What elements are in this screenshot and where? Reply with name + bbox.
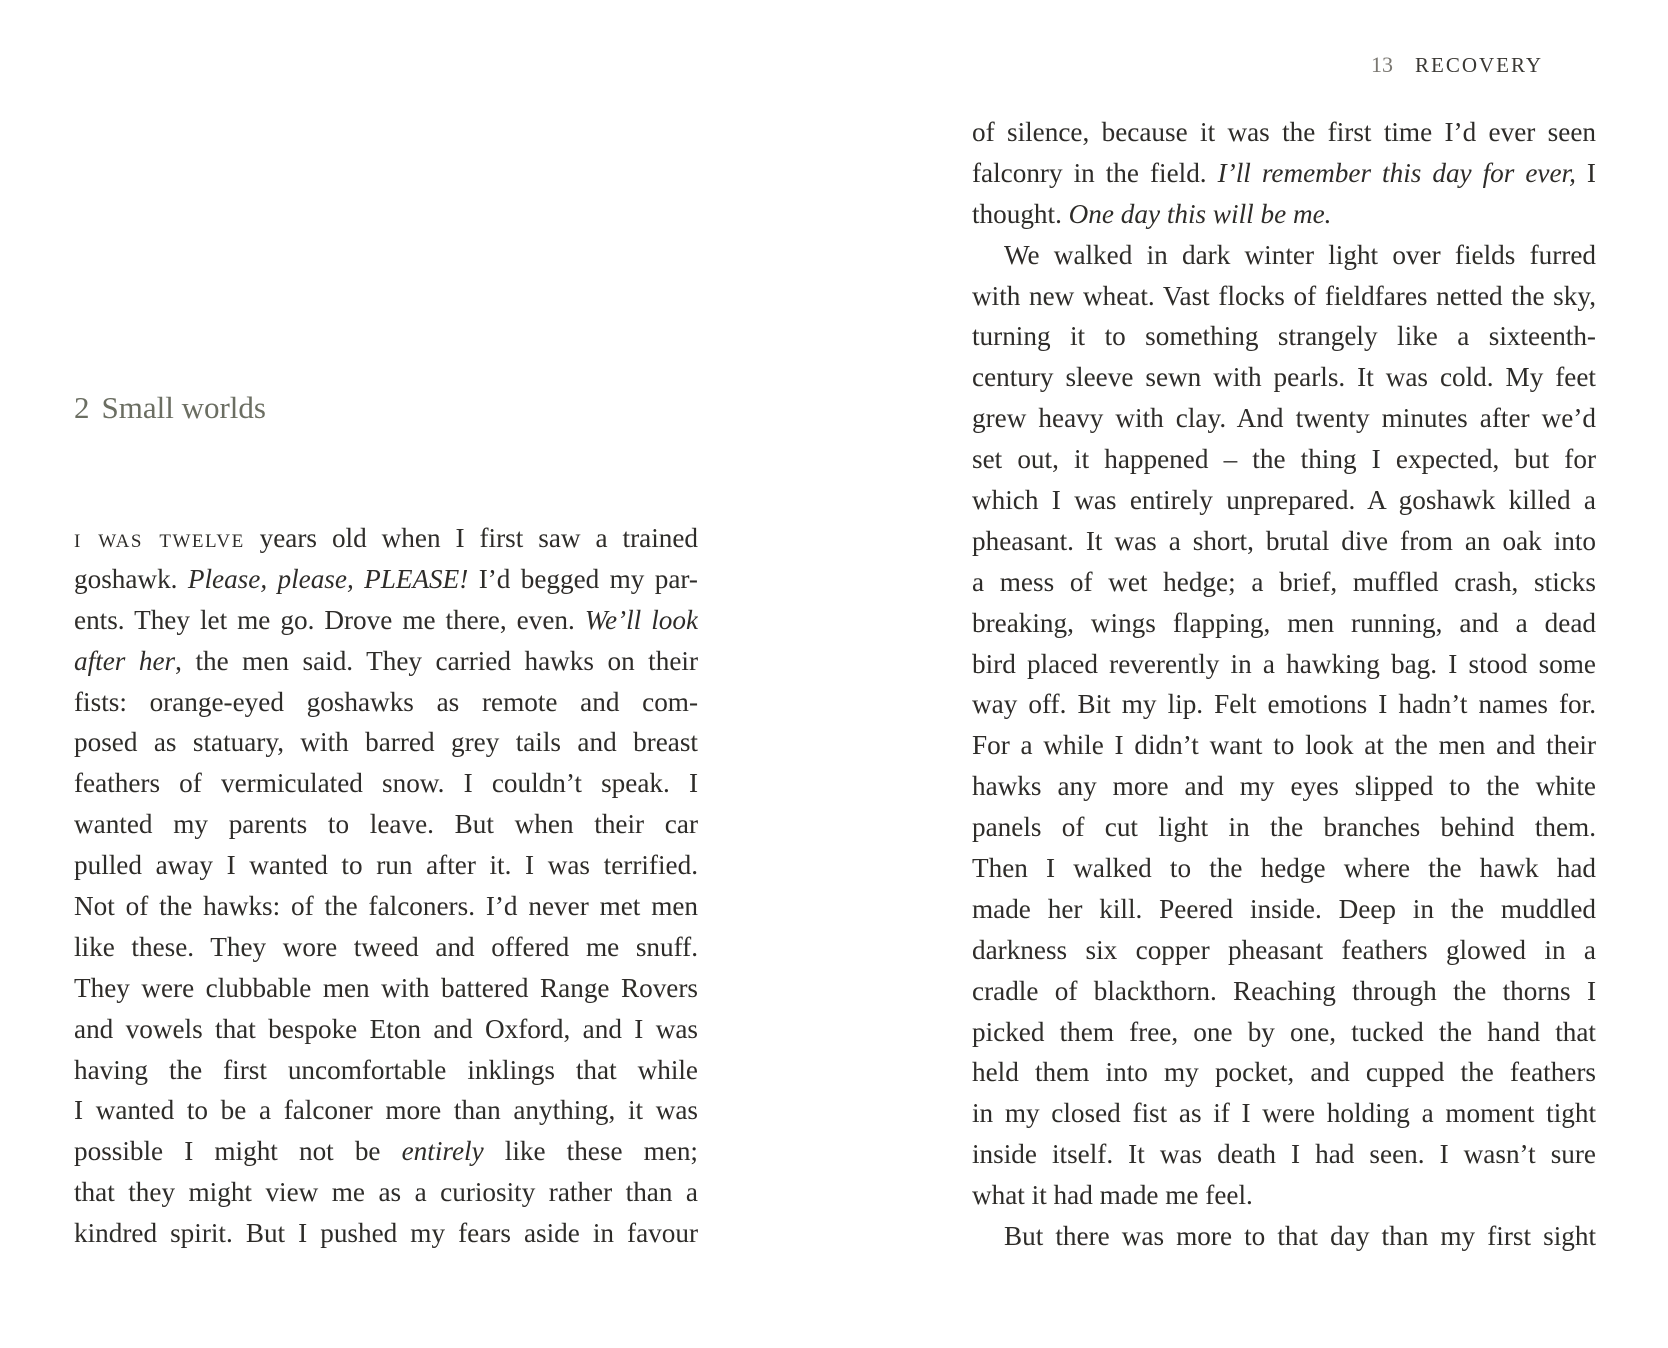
text-line bbox=[74, 641, 698, 682]
text-segment: grew heavy with clay. And twenty minutes after we’d bbox=[972, 403, 1596, 434]
text-segment: hawks any more and my eyes slipped to the white bbox=[972, 771, 1596, 802]
text-segment: thought. bbox=[972, 198, 1069, 229]
text-segment: We walked in dark winter light over fields furred bbox=[1004, 239, 1596, 270]
text-line bbox=[74, 886, 698, 927]
text-line bbox=[972, 807, 1596, 848]
text-line bbox=[972, 480, 1596, 521]
text-line bbox=[972, 316, 1596, 357]
italic-text: One day this will be me. bbox=[1068, 198, 1332, 229]
running-head-title: RECOVERY bbox=[1414, 53, 1543, 77]
text-line bbox=[972, 1175, 1596, 1216]
right-page bbox=[834, 0, 1668, 1348]
text-line bbox=[74, 968, 698, 1009]
text-line bbox=[972, 1052, 1596, 1093]
text-segment: held them into my pocket, and cupped the feathers bbox=[972, 1057, 1596, 1088]
text-line bbox=[972, 112, 1596, 153]
text-line bbox=[972, 644, 1596, 685]
text-line bbox=[74, 804, 698, 845]
text-segment: pulled away I wanted to run after it. I was terrified. bbox=[74, 850, 698, 881]
text-line bbox=[74, 845, 698, 886]
text-line bbox=[972, 357, 1596, 398]
text-segment: bird placed reverently in a hawking bag. I stood some bbox=[972, 648, 1596, 679]
text-segment: darkness six copper pheasant feathers glowed in a bbox=[972, 934, 1596, 965]
text-line bbox=[74, 682, 698, 723]
text-line bbox=[74, 559, 698, 600]
text-segment: set out, it happened – the thing I expected, but for bbox=[972, 444, 1596, 475]
text-line bbox=[972, 276, 1596, 317]
text-segment: picked them free, one by one, tucked the hand that bbox=[972, 1016, 1596, 1047]
text-segment: pheasant. It was a short, brutal dive from an oak into bbox=[972, 525, 1596, 556]
right-body-text bbox=[972, 112, 1596, 1257]
text-line bbox=[972, 1093, 1596, 1134]
text-segment: , the men said. They carried hawks on their bbox=[175, 645, 698, 676]
text-segment: like these. They wore tweed and offered me snuff. bbox=[74, 931, 698, 962]
text-line bbox=[74, 1213, 698, 1254]
text-segment: like these men; bbox=[483, 1136, 698, 1167]
text-line bbox=[972, 766, 1596, 807]
text-segment: ents. They let me go. Drove me there, even. bbox=[74, 604, 585, 635]
text-line bbox=[972, 1012, 1596, 1053]
text-segment: century sleeve sewn with pearls. It was cold. My feet bbox=[972, 362, 1596, 393]
text-segment: in my closed fist as if I were holding a moment tight bbox=[972, 1098, 1596, 1129]
text-segment: falconry in the field. bbox=[972, 157, 1218, 188]
italic-text: Please, please, PLEASE! bbox=[187, 563, 469, 594]
text-segment: They were clubbable men with battered Range Rovers bbox=[74, 972, 698, 1003]
text-segment: Not of the hawks: of the falconers. I’d never met men bbox=[74, 891, 698, 922]
chapter-title: Small worlds bbox=[101, 390, 266, 425]
text-line bbox=[972, 603, 1596, 644]
text-segment: what it had made me feel. bbox=[972, 1180, 1253, 1211]
text-line bbox=[972, 153, 1596, 194]
text-line bbox=[74, 518, 698, 559]
text-line bbox=[972, 684, 1596, 725]
text-segment: breaking, wings flapping, men running, and a dead bbox=[972, 607, 1596, 638]
small-caps-text: i was twelve bbox=[74, 523, 245, 553]
text-segment: which I was entirely unprepared. A goshawk killed a bbox=[972, 485, 1596, 516]
text-segment: I’d begged my par- bbox=[468, 563, 698, 594]
text-line bbox=[74, 722, 698, 763]
text-segment: feathers of vermiculated snow. I couldn’t speak. I bbox=[74, 768, 698, 799]
text-segment: cradle of blackthorn. Reaching through the thorns I bbox=[972, 975, 1596, 1006]
text-segment: years old when I first saw a trained bbox=[244, 523, 698, 553]
text-segment: panels of cut light in the branches behind them. bbox=[972, 812, 1596, 843]
text-line bbox=[74, 600, 698, 641]
text-line bbox=[972, 398, 1596, 439]
text-segment: posed as statuary, with barred grey tails and breast bbox=[74, 727, 698, 758]
italic-text: We’ll look bbox=[584, 604, 698, 635]
text-line bbox=[972, 930, 1596, 971]
text-line bbox=[972, 889, 1596, 930]
italic-text: entirely bbox=[401, 1136, 484, 1167]
text-line bbox=[972, 725, 1596, 766]
text-segment: kindred spirit. But I pushed my fears aside in favour bbox=[74, 1218, 698, 1249]
text-segment: I bbox=[1575, 157, 1596, 188]
text-line bbox=[972, 194, 1596, 235]
text-segment: made her kill. Peered inside. Deep in the muddled bbox=[972, 893, 1596, 924]
text-segment: goshawk. bbox=[74, 563, 188, 594]
italic-text: I’ll remember this day for ever, bbox=[1217, 157, 1576, 188]
page-number: 13 bbox=[1370, 52, 1393, 77]
text-line bbox=[74, 1131, 698, 1172]
left-body-text bbox=[74, 518, 698, 1254]
text-line bbox=[972, 562, 1596, 603]
text-line bbox=[74, 1172, 698, 1213]
text-line bbox=[74, 1050, 698, 1091]
text-line bbox=[972, 971, 1596, 1012]
text-line bbox=[74, 1090, 698, 1131]
text-line bbox=[74, 927, 698, 968]
text-segment: of silence, because it was the first time I’d ever seen bbox=[972, 117, 1596, 147]
chapter-heading bbox=[74, 390, 266, 426]
text-segment: way off. Bit my lip. Felt emotions I hadn’t names for. bbox=[972, 689, 1596, 720]
text-line bbox=[74, 763, 698, 804]
text-segment: inside itself. It was death I had seen. I wasn’t sure bbox=[972, 1139, 1596, 1170]
text-segment: a mess of wet hedge; a brief, muffled crash, sticks bbox=[972, 566, 1596, 597]
text-segment: wanted my parents to leave. But when their car bbox=[74, 809, 698, 840]
text-segment: that they might view me as a curiosity rather than a bbox=[74, 1177, 698, 1208]
text-segment: having the first uncomfortable inklings that while bbox=[74, 1054, 698, 1085]
text-line bbox=[74, 1009, 698, 1050]
text-segment: and vowels that bespoke Eton and Oxford, and I was bbox=[74, 1013, 698, 1044]
text-segment: with new wheat. Vast flocks of fieldfares netted the sky, bbox=[972, 280, 1596, 311]
text-segment: Then I walked to the hedge where the hawk had bbox=[972, 853, 1596, 884]
text-line bbox=[972, 439, 1596, 480]
running-head bbox=[1371, 52, 1543, 78]
text-line bbox=[972, 1134, 1596, 1175]
text-segment: But there was more to that day than my first sight bbox=[1004, 1221, 1596, 1252]
text-line bbox=[972, 235, 1596, 276]
text-segment: I wanted to be a falconer more than anything, it was bbox=[74, 1095, 698, 1126]
text-segment: For a while I didn’t want to look at the men and their bbox=[972, 730, 1596, 761]
italic-text: after her bbox=[74, 645, 176, 676]
text-segment: turning it to something strangely like a sixteenth- bbox=[972, 321, 1596, 352]
text-line bbox=[972, 1216, 1596, 1257]
text-segment: possible I might not be bbox=[74, 1136, 402, 1167]
text-line bbox=[972, 521, 1596, 562]
chapter-number: 2 bbox=[74, 390, 90, 425]
text-line bbox=[972, 848, 1596, 889]
text-segment: fists: orange-eyed goshawks as remote and com- bbox=[74, 686, 698, 717]
